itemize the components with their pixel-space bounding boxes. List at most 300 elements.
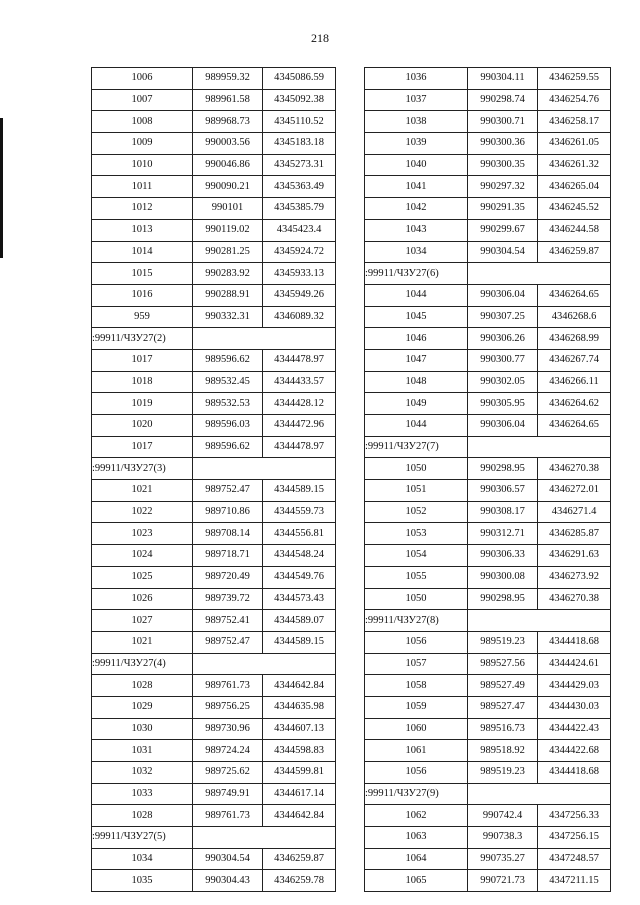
point-id-cell: 1006 [92, 68, 193, 90]
point-id-cell: 1046 [365, 328, 468, 350]
point-id-cell: 1028 [92, 805, 193, 827]
table-row [365, 566, 611, 588]
table-row [92, 111, 336, 133]
x-coordinate-cell: 990003.56 [193, 133, 263, 155]
x-coordinate-cell: 990302.05 [468, 371, 538, 393]
table-row [92, 241, 336, 263]
table-row [365, 89, 611, 111]
x-coordinate-cell: 989527.49 [468, 675, 538, 697]
point-id-cell: 1035 [92, 870, 193, 892]
point-id-cell: 1057 [365, 653, 468, 675]
point-id-cell: 1056 [365, 631, 468, 653]
x-coordinate-cell: 990308.17 [468, 501, 538, 523]
y-coordinate-cell: 4345385.79 [263, 198, 336, 220]
point-id-cell: 1044 [365, 415, 468, 437]
point-id-cell: 1062 [365, 805, 468, 827]
point-id-cell: 1056 [365, 762, 468, 784]
x-coordinate-cell: 990304.54 [468, 241, 538, 263]
point-id-cell: 1053 [365, 523, 468, 545]
table-row [365, 480, 611, 502]
point-id-cell: 1008 [92, 111, 193, 133]
section-header-row [92, 827, 336, 849]
x-coordinate-cell: 990090.21 [193, 176, 263, 198]
point-id-cell: 1042 [365, 198, 468, 220]
point-id-cell: 1017 [92, 436, 193, 458]
y-coordinate-cell: 4344472.96 [263, 415, 336, 437]
section-header-row [92, 328, 336, 350]
table-row [92, 566, 336, 588]
point-id-cell: 1028 [92, 675, 193, 697]
x-coordinate-cell: 989518.92 [468, 740, 538, 762]
y-coordinate-cell: 4344642.84 [263, 675, 336, 697]
x-coordinate-cell: 989532.45 [193, 371, 263, 393]
point-id-cell: 1040 [365, 154, 468, 176]
point-id-cell: 1014 [92, 241, 193, 263]
x-coordinate-cell: 990298.74 [468, 89, 538, 111]
point-id-cell: 1019 [92, 393, 193, 415]
point-id-cell: 1047 [365, 349, 468, 371]
table-row [365, 848, 611, 870]
point-id-cell: 1049 [365, 393, 468, 415]
y-coordinate-cell: 4344418.68 [538, 762, 611, 784]
x-coordinate-cell: 989752.41 [193, 610, 263, 632]
table-row [92, 154, 336, 176]
section-header: :99911/ЧЗУ27(3) [92, 458, 193, 480]
table-row [92, 133, 336, 155]
y-coordinate-cell: 4345363.49 [263, 176, 336, 198]
table-row [92, 718, 336, 740]
point-id-cell: 1021 [92, 480, 193, 502]
x-coordinate-cell: 989516.73 [468, 718, 538, 740]
point-id-cell: 1023 [92, 523, 193, 545]
empty-cell [468, 436, 611, 458]
table-row [92, 545, 336, 567]
x-coordinate-cell: 990307.25 [468, 306, 538, 328]
y-coordinate-cell: 4346264.62 [538, 393, 611, 415]
x-coordinate-cell: 990299.67 [468, 219, 538, 241]
y-coordinate-cell: 4345924.72 [263, 241, 336, 263]
point-id-cell: 1039 [365, 133, 468, 155]
section-header-row [365, 783, 611, 805]
point-id-cell: 1032 [92, 762, 193, 784]
table-row [365, 371, 611, 393]
x-coordinate-cell: 990332.31 [193, 306, 263, 328]
y-coordinate-cell: 4346291.63 [538, 545, 611, 567]
section-header-row [365, 436, 611, 458]
point-id-cell: 1061 [365, 740, 468, 762]
point-id-cell: 1060 [365, 718, 468, 740]
point-id-cell: 1020 [92, 415, 193, 437]
x-coordinate-cell: 989761.73 [193, 675, 263, 697]
table-row [365, 393, 611, 415]
table-row [365, 284, 611, 306]
table-row [92, 783, 336, 805]
table-row [92, 588, 336, 610]
x-coordinate-cell: 989527.56 [468, 653, 538, 675]
x-coordinate-cell: 989519.23 [468, 762, 538, 784]
x-coordinate-cell: 990306.57 [468, 480, 538, 502]
table-row [92, 263, 336, 285]
point-id-cell: 1011 [92, 176, 193, 198]
point-id-cell: 1036 [365, 68, 468, 90]
section-header-row [365, 263, 611, 285]
table-row [92, 805, 336, 827]
y-coordinate-cell: 4346089.32 [263, 306, 336, 328]
point-id-cell: 1029 [92, 696, 193, 718]
x-coordinate-cell: 990306.04 [468, 415, 538, 437]
x-coordinate-cell: 989596.62 [193, 436, 263, 458]
table-row [365, 588, 611, 610]
x-coordinate-cell: 990304.11 [468, 68, 538, 90]
table-row [92, 480, 336, 502]
x-coordinate-cell: 990312.71 [468, 523, 538, 545]
table-row [92, 176, 336, 198]
section-header: :99911/ЧЗУ27(7) [365, 436, 468, 458]
y-coordinate-cell: 4346259.87 [538, 241, 611, 263]
table-row [92, 523, 336, 545]
point-id-cell: 1015 [92, 263, 193, 285]
table-row [365, 415, 611, 437]
table-row [92, 848, 336, 870]
y-coordinate-cell: 4344598.83 [263, 740, 336, 762]
y-coordinate-cell: 4344599.81 [263, 762, 336, 784]
x-coordinate-cell: 990735.27 [468, 848, 538, 870]
point-id-cell: 1024 [92, 545, 193, 567]
y-coordinate-cell: 4345933.13 [263, 263, 336, 285]
empty-cell [193, 458, 336, 480]
table-row [365, 740, 611, 762]
table-row [365, 675, 611, 697]
table-row [365, 241, 611, 263]
table-row [365, 805, 611, 827]
y-coordinate-cell: 4344556.81 [263, 523, 336, 545]
y-coordinate-cell: 4346265.04 [538, 176, 611, 198]
point-id-cell: 1037 [365, 89, 468, 111]
table-row [365, 653, 611, 675]
y-coordinate-cell: 4347256.15 [538, 827, 611, 849]
point-id-cell: 1044 [365, 284, 468, 306]
y-coordinate-cell: 4345423.4 [263, 219, 336, 241]
table-row [365, 523, 611, 545]
y-coordinate-cell: 4346273.92 [538, 566, 611, 588]
point-id-cell: 1050 [365, 458, 468, 480]
section-header: :99911/ЧЗУ27(9) [365, 783, 468, 805]
y-coordinate-cell: 4346267.74 [538, 349, 611, 371]
table-row [92, 631, 336, 653]
point-id-cell: 1027 [92, 610, 193, 632]
section-header-row [92, 653, 336, 675]
x-coordinate-cell: 989527.47 [468, 696, 538, 718]
x-coordinate-cell: 989761.73 [193, 805, 263, 827]
y-coordinate-cell: 4345092.38 [263, 89, 336, 111]
y-coordinate-cell: 4346285.87 [538, 523, 611, 545]
x-coordinate-cell: 989720.49 [193, 566, 263, 588]
table-row [365, 762, 611, 784]
y-coordinate-cell: 4346272.01 [538, 480, 611, 502]
table-row [365, 219, 611, 241]
x-coordinate-cell: 990101 [193, 198, 263, 220]
y-coordinate-cell: 4344589.15 [263, 480, 336, 502]
section-header-row [365, 610, 611, 632]
table-row [365, 545, 611, 567]
x-coordinate-cell: 990306.26 [468, 328, 538, 350]
y-coordinate-cell: 4346264.65 [538, 415, 611, 437]
coordinates-table-left [91, 67, 336, 892]
point-id-cell: 1007 [92, 89, 193, 111]
x-coordinate-cell: 989959.32 [193, 68, 263, 90]
x-coordinate-cell: 989749.91 [193, 783, 263, 805]
x-coordinate-cell: 990300.36 [468, 133, 538, 155]
point-id-cell: 1050 [365, 588, 468, 610]
x-coordinate-cell: 990305.95 [468, 393, 538, 415]
table-row [92, 393, 336, 415]
table-row [92, 740, 336, 762]
section-header: :99911/ЧЗУ27(8) [365, 610, 468, 632]
y-coordinate-cell: 4346254.76 [538, 89, 611, 111]
coordinates-table-right [364, 67, 611, 892]
table-row [92, 675, 336, 697]
table-row [92, 284, 336, 306]
point-id-cell: 1038 [365, 111, 468, 133]
table-row [365, 111, 611, 133]
y-coordinate-cell: 4344428.12 [263, 393, 336, 415]
point-id-cell: 1034 [365, 241, 468, 263]
y-coordinate-cell: 4347248.57 [538, 848, 611, 870]
y-coordinate-cell: 4346258.17 [538, 111, 611, 133]
y-coordinate-cell: 4344422.68 [538, 740, 611, 762]
y-coordinate-cell: 4344433.57 [263, 371, 336, 393]
table-row [92, 762, 336, 784]
point-id-cell: 1059 [365, 696, 468, 718]
table-row [365, 696, 611, 718]
x-coordinate-cell: 990306.04 [468, 284, 538, 306]
y-coordinate-cell: 4346259.55 [538, 68, 611, 90]
empty-cell [468, 783, 611, 805]
x-coordinate-cell: 989708.14 [193, 523, 263, 545]
table-row [365, 718, 611, 740]
x-coordinate-cell: 990291.35 [468, 198, 538, 220]
x-coordinate-cell: 989596.62 [193, 349, 263, 371]
table-row [92, 870, 336, 892]
x-coordinate-cell: 990297.32 [468, 176, 538, 198]
point-id-cell: 1048 [365, 371, 468, 393]
y-coordinate-cell: 4346259.87 [263, 848, 336, 870]
point-id-cell: 1018 [92, 371, 193, 393]
table-row [92, 610, 336, 632]
x-coordinate-cell: 990288.91 [193, 284, 263, 306]
x-coordinate-cell: 989710.86 [193, 501, 263, 523]
table-row [92, 306, 336, 328]
x-coordinate-cell: 990304.54 [193, 848, 263, 870]
point-id-cell: 1022 [92, 501, 193, 523]
empty-cell [193, 328, 336, 350]
point-id-cell: 1055 [365, 566, 468, 588]
x-coordinate-cell: 989596.03 [193, 415, 263, 437]
x-coordinate-cell: 989724.24 [193, 740, 263, 762]
point-id-cell: 1030 [92, 718, 193, 740]
point-id-cell: 1043 [365, 219, 468, 241]
table-row [92, 501, 336, 523]
x-coordinate-cell: 990300.08 [468, 566, 538, 588]
x-coordinate-cell: 989752.47 [193, 631, 263, 653]
y-coordinate-cell: 4345273.31 [263, 154, 336, 176]
point-id-cell: 1052 [365, 501, 468, 523]
y-coordinate-cell: 4346270.38 [538, 588, 611, 610]
table-row [92, 436, 336, 458]
table-row [365, 328, 611, 350]
y-coordinate-cell: 4344559.73 [263, 501, 336, 523]
x-coordinate-cell: 989532.53 [193, 393, 263, 415]
point-id-cell: 1064 [365, 848, 468, 870]
x-coordinate-cell: 990738.3 [468, 827, 538, 849]
y-coordinate-cell: 4346264.65 [538, 284, 611, 306]
point-id-cell: 1034 [92, 848, 193, 870]
y-coordinate-cell: 4346268.99 [538, 328, 611, 350]
point-id-cell: 1054 [365, 545, 468, 567]
y-coordinate-cell: 4346245.52 [538, 198, 611, 220]
point-id-cell: 1010 [92, 154, 193, 176]
table-row [365, 458, 611, 480]
empty-cell [468, 610, 611, 632]
table-row [92, 371, 336, 393]
y-coordinate-cell: 4344429.03 [538, 675, 611, 697]
x-coordinate-cell: 990306.33 [468, 545, 538, 567]
point-id-cell: 959 [92, 306, 193, 328]
point-id-cell: 1065 [365, 870, 468, 892]
x-coordinate-cell: 990300.35 [468, 154, 538, 176]
y-coordinate-cell: 4344589.07 [263, 610, 336, 632]
section-header-row [92, 458, 336, 480]
x-coordinate-cell: 989725.62 [193, 762, 263, 784]
table-row [365, 631, 611, 653]
point-id-cell: 1051 [365, 480, 468, 502]
y-coordinate-cell: 4346261.32 [538, 154, 611, 176]
point-id-cell: 1017 [92, 349, 193, 371]
table-row [365, 154, 611, 176]
x-coordinate-cell: 990298.95 [468, 458, 538, 480]
x-coordinate-cell: 989718.71 [193, 545, 263, 567]
point-id-cell: 1025 [92, 566, 193, 588]
table-row [92, 415, 336, 437]
point-id-cell: 1033 [92, 783, 193, 805]
y-coordinate-cell: 4344478.97 [263, 349, 336, 371]
x-coordinate-cell: 989961.58 [193, 89, 263, 111]
y-coordinate-cell: 4344635.98 [263, 696, 336, 718]
y-coordinate-cell: 4346268.6 [538, 306, 611, 328]
x-coordinate-cell: 990281.25 [193, 241, 263, 263]
y-coordinate-cell: 4346271.4 [538, 501, 611, 523]
table-row [365, 176, 611, 198]
table-row [365, 827, 611, 849]
section-header: :99911/ЧЗУ27(2) [92, 328, 193, 350]
point-id-cell: 1063 [365, 827, 468, 849]
point-id-cell: 1013 [92, 219, 193, 241]
point-id-cell: 1026 [92, 588, 193, 610]
x-coordinate-cell: 990046.86 [193, 154, 263, 176]
y-coordinate-cell: 4344642.84 [263, 805, 336, 827]
table-row [365, 133, 611, 155]
y-coordinate-cell: 4345949.26 [263, 284, 336, 306]
x-coordinate-cell: 990283.92 [193, 263, 263, 285]
table-row [92, 68, 336, 90]
x-coordinate-cell: 990119.02 [193, 219, 263, 241]
y-coordinate-cell: 4345110.52 [263, 111, 336, 133]
x-coordinate-cell: 990721.73 [468, 870, 538, 892]
y-coordinate-cell: 4347256.33 [538, 805, 611, 827]
section-header: :99911/ЧЗУ27(4) [92, 653, 193, 675]
x-coordinate-cell: 990304.43 [193, 870, 263, 892]
empty-cell [468, 263, 611, 285]
y-coordinate-cell: 4344430.03 [538, 696, 611, 718]
point-id-cell: 1058 [365, 675, 468, 697]
point-id-cell: 1045 [365, 306, 468, 328]
x-coordinate-cell: 990742.4 [468, 805, 538, 827]
x-coordinate-cell: 989968.73 [193, 111, 263, 133]
y-coordinate-cell: 4346259.78 [263, 870, 336, 892]
page-number: 218 [311, 31, 329, 45]
margin-bar [0, 118, 3, 258]
x-coordinate-cell: 990300.71 [468, 111, 538, 133]
x-coordinate-cell: 989730.96 [193, 718, 263, 740]
y-coordinate-cell: 4345086.59 [263, 68, 336, 90]
x-coordinate-cell: 989752.47 [193, 480, 263, 502]
x-coordinate-cell: 989739.72 [193, 588, 263, 610]
point-id-cell: 1016 [92, 284, 193, 306]
table-row [365, 306, 611, 328]
y-coordinate-cell: 4344617.14 [263, 783, 336, 805]
table-row [92, 198, 336, 220]
x-coordinate-cell: 989756.25 [193, 696, 263, 718]
point-id-cell: 1041 [365, 176, 468, 198]
y-coordinate-cell: 4346244.58 [538, 219, 611, 241]
empty-cell [193, 653, 336, 675]
table-row [92, 349, 336, 371]
x-coordinate-cell: 990298.95 [468, 588, 538, 610]
y-coordinate-cell: 4344548.24 [263, 545, 336, 567]
point-id-cell: 1021 [92, 631, 193, 653]
y-coordinate-cell: 4344589.15 [263, 631, 336, 653]
y-coordinate-cell: 4346261.05 [538, 133, 611, 155]
y-coordinate-cell: 4346270.38 [538, 458, 611, 480]
section-header: :99911/ЧЗУ27(5) [92, 827, 193, 849]
point-id-cell: 1009 [92, 133, 193, 155]
table-row [365, 68, 611, 90]
point-id-cell: 1031 [92, 740, 193, 762]
table-row [92, 696, 336, 718]
section-header: :99911/ЧЗУ27(6) [365, 263, 468, 285]
x-coordinate-cell: 989519.23 [468, 631, 538, 653]
y-coordinate-cell: 4346266.11 [538, 371, 611, 393]
y-coordinate-cell: 4344607.13 [263, 718, 336, 740]
y-coordinate-cell: 4347211.15 [538, 870, 611, 892]
empty-cell [193, 827, 336, 849]
table-row [365, 870, 611, 892]
table-row [365, 501, 611, 523]
table-row [365, 349, 611, 371]
y-coordinate-cell: 4344422.43 [538, 718, 611, 740]
y-coordinate-cell: 4344424.61 [538, 653, 611, 675]
point-id-cell: 1012 [92, 198, 193, 220]
y-coordinate-cell: 4344549.76 [263, 566, 336, 588]
y-coordinate-cell: 4345183.18 [263, 133, 336, 155]
y-coordinate-cell: 4344478.97 [263, 436, 336, 458]
y-coordinate-cell: 4344573.43 [263, 588, 336, 610]
y-coordinate-cell: 4344418.68 [538, 631, 611, 653]
table-row [365, 198, 611, 220]
table-row [92, 89, 336, 111]
table-row [92, 219, 336, 241]
x-coordinate-cell: 990300.77 [468, 349, 538, 371]
